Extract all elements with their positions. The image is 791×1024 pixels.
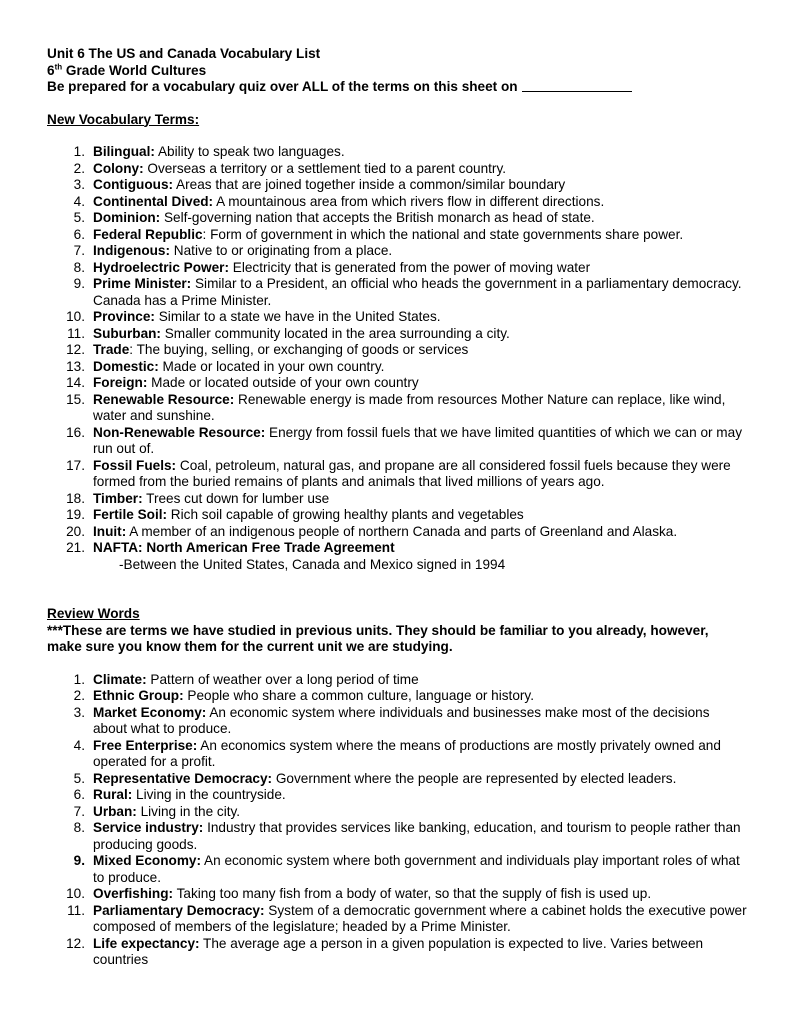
doc-subtitle — [47, 63, 747, 80]
item-number: 1. — [73, 671, 85, 687]
review-item — [47, 672, 747, 689]
doc-title: Unit 6 The US and Canada Vocabulary List — [47, 46, 321, 61]
item-definition: Taking too many fish from a body of water, so that the supply of fish is used up. — [173, 886, 652, 901]
item-term: Province: — [93, 309, 155, 324]
review-item — [47, 688, 747, 705]
new_terms-item — [47, 392, 747, 425]
item-definition: An economic system where both government and individuals play important roles of what to produce. — [93, 853, 740, 885]
item-definition: An economic system where individuals and businesses make most of the decisions about what to produce. — [93, 704, 710, 736]
review-item — [47, 771, 747, 788]
item-term: Indigenous: — [93, 243, 171, 258]
review-item — [47, 903, 747, 936]
item-definition: Pattern of weather over a long period of time — [146, 671, 419, 687]
item-definition: : Form of government in which the national and state governments share power. — [202, 226, 684, 242]
new_terms-item — [47, 458, 747, 491]
review-item — [47, 738, 747, 771]
new_terms-item — [47, 309, 747, 326]
new_terms-item — [47, 210, 747, 227]
item-term: Overfishing: — [93, 886, 174, 901]
quiz-notice — [47, 79, 747, 96]
item-number: 20. — [66, 523, 85, 539]
review-item — [47, 936, 747, 969]
item-definition: Made or located in your own country. — [158, 358, 385, 374]
item-term: Representative Democracy: — [93, 770, 273, 786]
item-number: 8. — [73, 259, 85, 275]
new_terms-item — [47, 260, 747, 277]
new_terms-item — [47, 359, 747, 376]
item-number: 5. — [73, 770, 85, 786]
item-definition: Self-governing nation that accepts the British monarch as head of state. — [160, 210, 595, 225]
review-title: Review Words — [47, 606, 140, 621]
item-number: 12. — [66, 342, 85, 357]
new_terms-item — [47, 425, 747, 458]
review-item — [47, 886, 747, 903]
item-term: Fertile Soil: — [93, 507, 168, 522]
item-term: Domestic: — [93, 358, 159, 374]
item-term: Fossil Fuels: — [93, 457, 177, 473]
item-term: Parliamentary Democracy: — [93, 902, 265, 918]
item-definition: A member of an indigenous people of northern Canada and parts of Greenland and Alaska. — [126, 523, 678, 539]
item-definition: The average age a person in a given population is expected to live. Varies between countries — [93, 935, 704, 967]
item-definition: : The buying, selling, or exchanging of goods or services — [129, 342, 469, 357]
item-definition: Areas that are joined together inside a common/similar boundary — [173, 177, 566, 192]
item-definition: Electricity that is generated from the power of moving water — [228, 259, 591, 275]
item-number: 7. — [73, 803, 85, 819]
item-definition: Similar to a state we have in the United States. — [154, 309, 441, 324]
new_terms-item — [47, 524, 747, 541]
item-definition: Rich soil capable of growing healthy plants and vegetables — [167, 507, 524, 522]
quiz-notice-text: Be prepared for a vocabulary quiz over ALL of the terms on this sheet on — [47, 79, 518, 94]
quiz-date-blank — [522, 79, 632, 92]
review-item — [47, 787, 747, 804]
new_terms-item — [47, 326, 747, 343]
item-number: 17. — [66, 457, 85, 473]
item-term: Climate: — [93, 671, 147, 687]
item-definition: Smaller community located in the area surrounding a city. — [160, 325, 510, 341]
item-definition: An economics system where the means of productions are mostly privately owned and operated for a profit. — [93, 737, 721, 769]
new_terms-item — [47, 227, 747, 244]
item-number: 1. — [73, 144, 85, 159]
item-number: 14. — [66, 375, 85, 390]
item-number: 15. — [66, 391, 85, 407]
review-item — [47, 705, 747, 738]
item-number: 3. — [73, 704, 85, 720]
document-page — [47, 46, 747, 969]
item-definition: Overseas a territory or a settlement tied to a parent country. — [143, 160, 507, 176]
review-intro: ***These are terms we have studied in previous units. They should be familiar to you already, however, make sure you know them for the current unit we are studying. — [47, 622, 709, 654]
item-number: 8. — [73, 820, 85, 835]
item-term: Free Enterprise: — [93, 737, 198, 753]
item-number: 9. — [73, 276, 85, 291]
item-number: 2. — [73, 688, 85, 703]
item-term: Hydroelectric Power: — [93, 259, 229, 275]
new_terms-item — [47, 507, 747, 524]
item-term: Inuit: — [93, 523, 127, 539]
item-term: Mixed Economy: — [93, 853, 202, 868]
nafta-note: -Between the United States, Canada and Mexico signed in 1994 — [119, 556, 506, 572]
item-number: 18. — [66, 490, 85, 506]
item-term: Bilingual: — [93, 144, 155, 159]
item-term: Ethnic Group: — [93, 688, 184, 703]
item-number: 11. — [67, 902, 85, 918]
item-term: Federal Republic — [93, 226, 203, 242]
new-terms-title: New Vocabulary Terms: — [47, 111, 200, 127]
item-term: Prime Minister: — [93, 276, 192, 291]
item-term: Rural: — [93, 787, 133, 802]
item-definition: Living in the city. — [136, 803, 241, 819]
item-term: Colony: — [93, 160, 144, 176]
item-definition: Made or located outside of your own country — [147, 375, 419, 390]
new_terms-item — [47, 177, 747, 194]
item-number: 6. — [73, 787, 85, 802]
item-number: 3. — [73, 177, 85, 192]
item-definition: Coal, petroleum, natural gas, and propane are all considered fossil fuels because they were formed from the buried remains of plants and animals that lived millions of years ago. — [93, 457, 731, 489]
item-definition: Living in the countryside. — [132, 787, 286, 802]
item-definition: Renewable energy is made from resources Mother Nature can replace, like wind, water and sunshine. — [93, 391, 726, 423]
item-term: Market Economy: — [93, 704, 207, 720]
item-number: 13. — [66, 358, 85, 374]
item-term: Service industry: — [93, 820, 204, 835]
item-number: 4. — [73, 193, 85, 209]
item-term: Contiguous: — [93, 177, 174, 192]
item-definition: People who share a common culture, language or history. — [183, 688, 534, 703]
item-term: Suburban: — [93, 325, 161, 341]
item-term: Continental Dived: — [93, 193, 214, 209]
review-item — [47, 820, 747, 853]
item-definition: Native to or originating from a place. — [170, 243, 393, 258]
grade-number: 6 — [47, 62, 55, 78]
new_terms-item — [47, 342, 747, 359]
new_terms-item — [47, 276, 747, 309]
item-term: Renewable Resource: — [93, 391, 235, 407]
review-item — [47, 804, 747, 821]
new_terms-item — [47, 491, 747, 508]
item-number: 9. — [73, 853, 85, 868]
item-definition: Similar to a President, an official who heads the government in a parliamentary democracy. Canada has a Prime Minister. — [93, 276, 742, 308]
grade-course: Grade World Cultures — [62, 62, 207, 78]
item-term: Urban: — [93, 803, 137, 819]
item-term: Foreign: — [93, 375, 148, 390]
new_terms-item — [47, 243, 747, 260]
item-number: 16. — [66, 424, 85, 440]
new-terms-list — [47, 144, 747, 557]
item-number: 4. — [73, 737, 85, 753]
item-number: 11. — [67, 325, 85, 341]
item-definition: Energy from fossil fuels that we have limited quantities of which we can or may run out of. — [93, 424, 742, 456]
item-number: 7. — [73, 243, 85, 258]
item-definition: Ability to speak two languages. — [154, 144, 345, 159]
review-terms-list — [47, 672, 747, 969]
item-number: 10. — [66, 309, 85, 324]
item-definition: Industry that provides services like banking, education, and tourism to people rather than producing goods. — [93, 820, 741, 852]
item-number: 21. — [66, 540, 85, 555]
item-term: Non-Renewable Resource: — [93, 424, 266, 440]
item-number: 6. — [73, 226, 85, 242]
item-definition: A mountainous area from which rivers flow in different directions. — [213, 193, 605, 209]
item-number: 5. — [73, 210, 85, 225]
item-term: Life expectancy: — [93, 935, 200, 951]
new_terms-item — [47, 540, 747, 557]
item-number: 2. — [73, 160, 85, 176]
item-term: Timber: — [93, 490, 143, 506]
item-definition: Trees cut down for lumber use — [142, 490, 330, 506]
item-number: 12. — [66, 935, 85, 951]
item-term: Trade — [93, 342, 130, 357]
new_terms-item — [47, 194, 747, 211]
new_terms-item — [47, 375, 747, 392]
new_terms-item — [47, 144, 747, 161]
item-term: NAFTA: North American Free Trade Agreement — [93, 540, 395, 555]
item-definition: Government where the people are represented by elected leaders. — [272, 770, 677, 786]
review-item — [47, 853, 747, 886]
item-number: 10. — [66, 886, 85, 901]
new_terms-item — [47, 161, 747, 178]
grade-suffix: th — [54, 61, 63, 71]
item-number: 19. — [66, 507, 85, 522]
item-term: Dominion: — [93, 210, 161, 225]
item-definition: System of a democratic government where a cabinet holds the executive power composed of members of the legislature; headed by a Prime Minister. — [93, 902, 747, 934]
